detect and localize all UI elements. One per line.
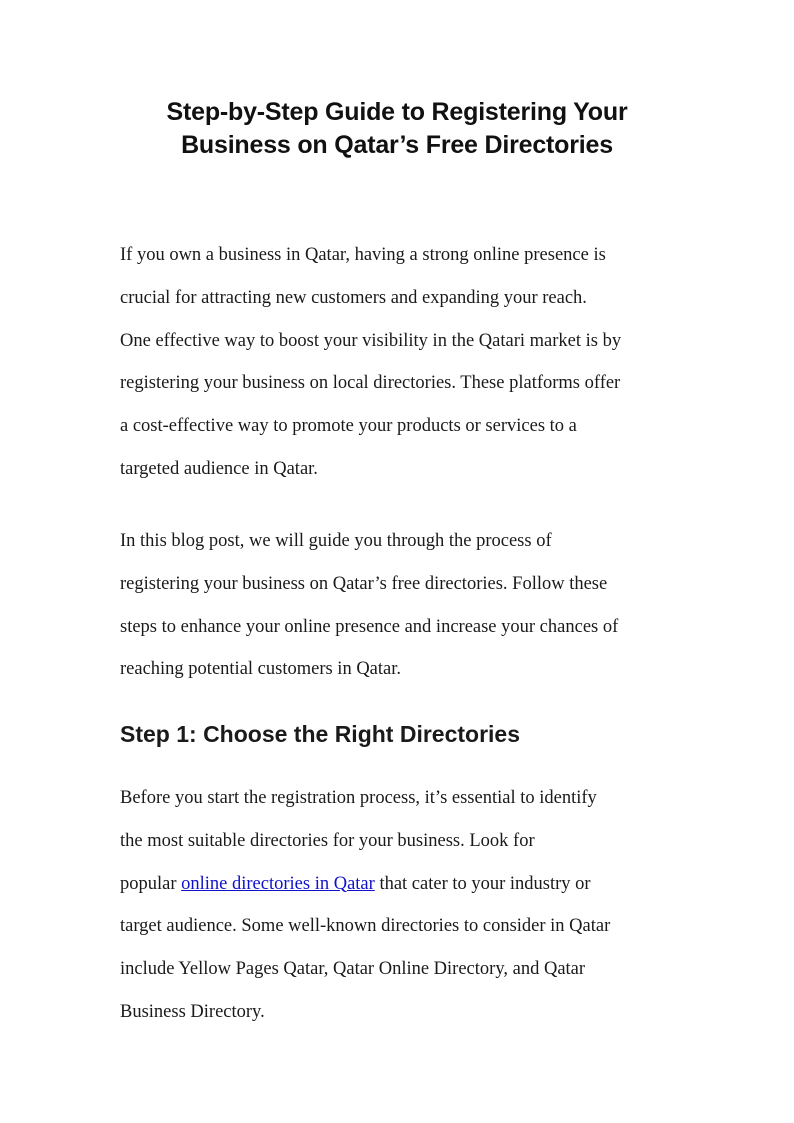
step1-link-prefix: popular [120,873,182,894]
blog-intro-line: steps to enhance your online presence and increase your chances of [120,616,619,637]
intro-line: If you own a business in Qatar, having a strong online presence is [120,245,606,265]
step1-link-suffix: that cater to your industry or [374,873,591,894]
step1-paragraph [120,777,690,1034]
step1-line: include Yellow Pages Qatar, Qatar Online Directory, and Qatar [120,959,586,980]
page-title [97,96,697,162]
intro-paragraph [120,234,690,491]
blog-intro-line: reaching potential customers in Qatar. [120,659,402,680]
intro-line: One effective way to boost your visibility in the Qatari market is by [120,330,622,351]
blog-intro-paragraph [120,520,690,691]
step1-line: Business Directory. [120,1001,265,1022]
step1-line: target audience. Some well-known directories to consider in Qatar [120,916,611,937]
title-line-1: Step-by-Step Guide to Registering Your [166,98,628,126]
online-directories-link[interactable]: online directories in Qatar [181,873,375,894]
title-line-2: Business on Qatar’s Free Directories [181,131,613,159]
blog-intro-line: In this blog post, we will guide you through the process of [120,531,552,551]
intro-line: registering your business on local directories. These platforms offer [120,373,621,394]
intro-line: a cost-effective way to promote your products or services to a [120,416,577,437]
step1-link-line [120,863,690,906]
step1-line: the most suitable directories for your business. Look for [120,830,535,851]
step1-line: Before you start the registration process, it’s essential to identify [120,788,597,808]
intro-line: crucial for attracting new customers and expanding your reach. [120,287,587,308]
intro-line: targeted audience in Qatar. [120,458,318,479]
blog-intro-line: registering your business on Qatar’s free directories. Follow these [120,573,608,594]
step1-heading: Step 1: Choose the Right Directories [120,721,521,747]
